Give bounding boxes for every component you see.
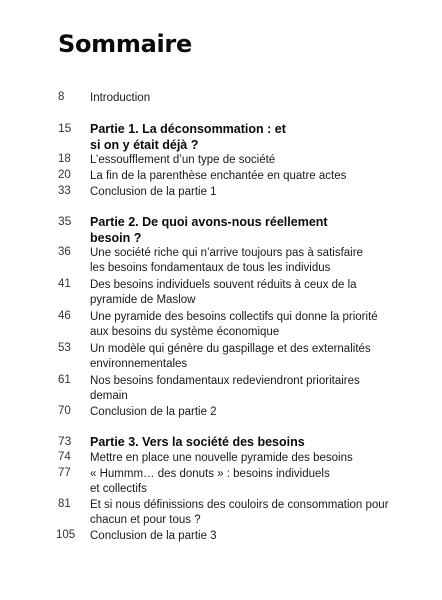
toc-entry-text: Nos besoins fondamentaux redeviendront prioritaires demain: [90, 375, 360, 402]
toc-page-number: 20: [58, 169, 71, 181]
toc-page-number: 61: [58, 374, 71, 386]
toc-entry-text: La fin de la parenthèse enchantée en quatre actes: [90, 170, 347, 182]
toc-entry-text: Introduction: [90, 92, 151, 104]
toc-entry-text: Conclusion de la partie 1: [90, 186, 217, 198]
toc-page-number: 33: [58, 185, 71, 197]
toc-entry-text: Une société riche qui n’arrive toujours pas à satisfaire les besoins fondamentaux de tous les individus: [90, 247, 363, 274]
toc-entry-text: Un modèle qui génère du gaspillage et des externalités environnementales: [90, 343, 371, 370]
toc-page-number: 41: [58, 278, 71, 290]
toc-page-number: 18: [58, 153, 71, 165]
toc-entry-text: Et si nous définissions des couloirs de consommation pour chacun et pour tous ?: [90, 499, 389, 526]
toc-page-number: 53: [58, 342, 71, 354]
toc-page-number: 70: [58, 405, 71, 417]
toc-entry-text: Des besoins individuels souvent réduits à ceux de la pyramide de Maslow: [90, 279, 357, 306]
toc-page-number: 77: [58, 467, 71, 479]
toc-page-number: 36: [58, 246, 71, 258]
page-title: Sommaire: [58, 30, 192, 58]
toc-entry-text: « Hummm… des donuts » : besoins individuels et collectifs: [90, 468, 330, 495]
toc-entry-text: Conclusion de la partie 3: [90, 530, 217, 542]
toc-entry-text: Mettre en place une nouvelle pyramide des besoins: [90, 452, 353, 464]
toc-page-number: 105: [56, 529, 76, 541]
toc-page-number: 74: [58, 451, 71, 463]
toc-part-title: Partie 3. Vers la société des besoins: [90, 435, 305, 449]
toc-page-number: 8: [58, 91, 65, 103]
toc-page-number: 81: [58, 498, 71, 510]
toc-part-title: Partie 1. La déconsommation : et si on y était déjà ?: [90, 122, 286, 152]
toc-entry-text: L’essoufflement d’un type de société: [90, 154, 276, 166]
toc-page-number: 73: [58, 434, 72, 448]
toc-part-title: Partie 2. De quoi avons-nous réellement besoin ?: [90, 215, 328, 245]
toc-entry-text: Conclusion de la partie 2: [90, 406, 217, 418]
toc-entry-text: Une pyramide des besoins collectifs qui donne la priorité aux besoins du système économique: [90, 311, 378, 338]
toc-page-number: 35: [58, 214, 72, 228]
toc-page-number: 15: [58, 121, 72, 135]
toc-page-number: 46: [58, 310, 71, 322]
